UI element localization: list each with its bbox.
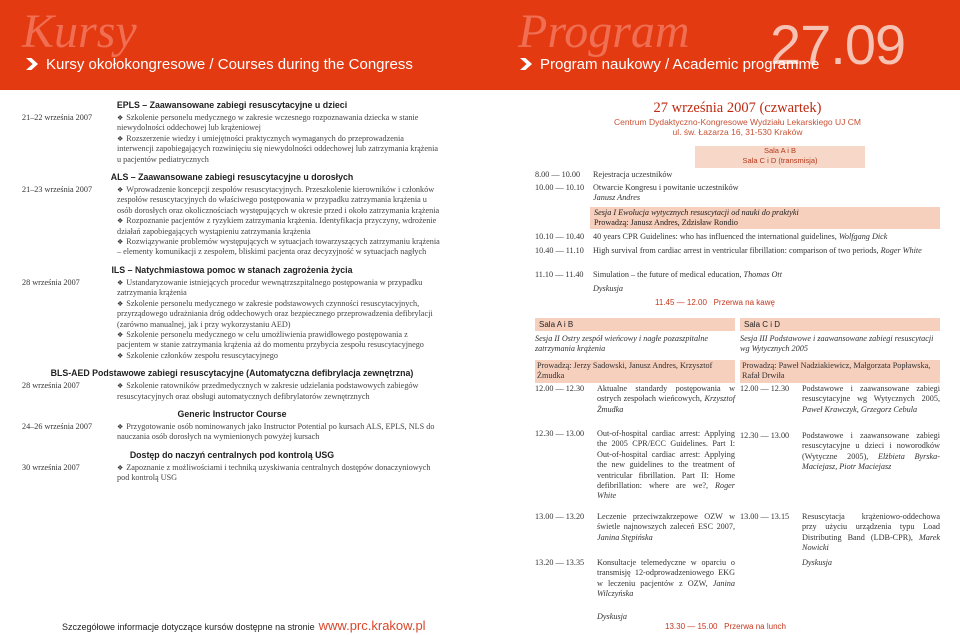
bg-word-kursy: Kursy [22,5,137,58]
address-line: ul. św. Łazarza 16, 31-530 Kraków [672,127,803,137]
coffee-break: 11.45 — 12.00 Przerwa na kawę [655,298,775,307]
section-title: BLS-AED Podstawowe zabiegi resuscytacyjne (Automatyczna defibrylacja zewnętrzna) [50,368,414,379]
header-date: 27.09 [770,13,906,76]
course-section [22,100,442,165]
double-arrow-icon [26,58,38,70]
bullet-icon: ❖ [117,134,124,143]
list-item: 28 września 2007 ❖ Ustandaryzowanie istniejących procedur wewnątrzszpitalnego postępowania w przypadku zatrzymania krążenia [22,277,423,298]
bullet-icon: ❖ [117,382,124,391]
course-section [22,172,442,258]
course-section [22,409,442,443]
header-banner [0,0,960,90]
section-title: EPLS – Zaawansowane zabiegi resuscytacyjne u dzieci [116,100,348,110]
sala-header: Sala C i D [740,318,940,331]
list-item: 21–22 września 2007 ❖ Szkolenie personelu medycznego w zakresie wczesnego rozpoznawania dziecka w stanie niewydolności oddechowej lub krążeniowej [22,113,419,133]
program-column [535,100,940,630]
course-section [22,265,442,361]
program-row: 8.00 — 10.00 Rejestracja uczestników [535,170,673,179]
sala-badge: Sala A i B Sala C i D (transmisja) [695,146,865,168]
session-chairs: Prowadzą: Paweł Nadziakiewicz, Małgorzata Popławska, Rafał Drwiła [740,360,940,383]
double-arrow-icon [520,58,532,70]
session-chairs: Prowadzą: Jerzy Sadowski, Janusz Andres, Krzysztof Żmudka [535,360,735,383]
list-item: ❖ Rozwiązywanie problemów występujących w sytuacjach towarzyszących zatrzymaniu krążenia – elementy komunikacji z zespołem, bliskimi pacjenta oraz decyzyjność w sytuacjach nagłych [117,237,440,257]
program-row: 12.00 — 12.30 Aktualne standardy postępowania w ostrych zespołach wieńcowych, Krzysztof Żmudka [535,384,736,414]
course-section [22,450,442,484]
list-item: ❖ Szkolenie personelu medycznego w zakresie podstawowych czynności resuscytacyjnych, przyrządowego udrażniania dróg oddechowych oraz bezpiecznego przeprowadzenia defibrylacji (zarówno manualnej, jak i przy wykorzystaniu AED) [117,298,433,329]
website-link[interactable]: www.prc.krakow.pl [318,618,426,633]
bullet-icon: ❖ [117,299,124,308]
venue-line: Centrum Dydaktyczno-Kongresowe Wydziału Lekarskiego UJ CM [614,117,861,127]
program-row: 13.00 — 13.15 Resuscytacja krążeniowo-oddechowa przy użyciu urządzenia typu Load Distributing Band (LDB-CPR), Marek Nowicki [740,512,941,553]
list-item: ❖ Rozpoznanie pacjentów z ryzykiem zatrzymania krążenia. Identyfikacja przyczyny, wdrożenie działań zapobiegających wystąpieniu zatrzymania krążenia [117,216,437,236]
list-item: ❖ Szkolenie członków zespołu resuscytacyjnego [117,350,278,360]
program-row: 12.30 — 13.00 Podstawowe i zaawansowane zabiegi resuscytacyjne u dzieci i noworodków (Wytyczne 2005), Elżbieta Byrska-Maciejasz, Piotr Maciejasz [740,431,941,472]
bullet-icon: ❖ [117,330,124,339]
bullet-icon: ❖ [117,422,124,431]
list-item: ❖ Szkolenie personelu medycznego w celu umożliwienia prawidłowego postępowania z pacjentem w stanie zatrzymania krążenia aż do momentu przybycia zespołu resuscytacyjnego [117,329,424,350]
section-title: ALS – Zaawansowane zabiegi resuscytacyjne u dorosłych [110,172,354,183]
day-title: 27 września 2007 (czwartek) [653,100,822,116]
list-item: 21–23 września 2007 ❖ Wprowadzenie koncepcji zespołów resuscytacyjnych. Przeszkolenie kierowników i członków zespołów resuscytacyjnych do właściwego postępowania w przypadku zatrzymania krążenia u osób dorosłych oraz okolicznościach występujących w okresie przed i około zatrzymania krążenia [22,185,440,215]
program-row: 10.40 — 11.10 High survival from cardiac arrest in ventricular fibrillation: comparison of two periods, Roger White [535,246,922,255]
courses-column [22,100,442,491]
program-row: 10.00 — 10.10 Otwarcie Kongresu i powitanie uczestników Janusz Andres [535,183,739,203]
header-title-left: Kursy okołokongresowe / Courses during the Congress [26,56,413,73]
session-title: Sesja II Ostry zespół wieńcowy i nagłe pozaszpitalne zatrzymania krążenia [535,334,709,354]
discussion-label: Dyskusja [802,558,833,567]
program-row: 10.10 — 10.40 40 years CPR Guidelines: who has influenced the international guidelines, Wolfgang Dick [535,232,888,241]
header-title-right: Program naukowy / Academic programme [520,56,819,73]
bullet-icon: ❖ [117,114,124,122]
bg-word-program: Program [518,5,690,58]
discussion-label: Dyskusja [597,612,628,621]
list-item: 28 września 2007 ❖ Szkolenie ratowników przedmedycznych w zakresie udzielania podstawowych zabiegów resuscytacyjnych oraz obsługi automatycznych defibrylatorów zewnętrznych [22,381,419,401]
bullet-icon: ❖ [117,186,124,195]
session-title: Sesja III Podstawowe i zaawansowane zabiegi resuscytacji wg Wytycznych 2005 [740,334,934,354]
lunch-break: 13.30 — 15.00 Przerwa na lunch [665,622,786,631]
section-title: Generic Instructor Course [177,408,287,419]
program-row: 12.00 — 12.30 Podstawowe i zaawansowane zabiegi resuscytacyjne wg Wytycznych 2005, Paweł Krawczyk, Grzegorz Cebula [740,384,940,414]
list-item: 30 września 2007 ❖ Zapoznanie z możliwościami i techniką uzyskiwania centralnych dostępów donaczyniowych pod kontrolą USG [22,462,431,483]
list-item: 24–26 września 2007 ❖ Przygotowanie osób nominowanych jako Instructor Potential po kursach ALS, EPLS, NLS do nauczania osób dorosłych na wymienionych powyżej kursach [22,421,435,442]
course-section [22,368,442,402]
program-row: 13.00 — 13.20 Leczenie przeciwzakrzepowe OZW w świetle najnowszych zaleceń ESC 2007, Janina Stępińska [535,512,735,542]
bullet-icon: ❖ [117,351,124,360]
section-title: ILS – Natychmiastowa pomoc w stanach zagrożenia życia [111,264,353,275]
sala-header: Sala A i B [535,318,735,331]
bullet-icon: ❖ [117,278,124,287]
session-header: Sesja I Ewolucja wytycznych resuscytacji od nauki do praktyki Prowadzą: Janusz Andres, Zdzisław Rondio [590,207,940,229]
program-row: 13.20 — 13.35 Konsultacje telemedyczne w oparciu o transmisję 12-odprowadzeniowego EKG w leczeniu pacjentów z OZW, Janina Wilczyńska [535,558,735,599]
section-title: Dostęp do naczyń centralnych pod kontrolą USG [129,449,335,460]
program-row: Dyskusja [593,284,624,293]
bullet-icon: ❖ [117,217,124,226]
footer-note: Szczegółowe informacje dotyczące kursów dostępne na stronie www.prc.krakow.pl [62,618,426,633]
program-row: 12.30 — 13.00 Out-of-hospital cardiac arrest: Applying the 2005 CPR/ECC Guidelines. Part I: Out-of-hospital cardiac arrest: Applying the new guidelines to the treatment of ventricular fibrillation. Part II: Home defibrillation: where are we?, Roger White [535,429,735,501]
bullet-icon: ❖ [117,238,124,247]
list-item: ❖ Rozszerzenie wiedzy i umiejętności praktycznych wymaganych do przeprowadzenia interwencji zapobiegających rozwinięciu się niewydolności oddechowej lub zatrzymania krążenia u pacjentów pediatrycznych [117,133,438,164]
bullet-icon: ❖ [117,463,124,472]
program-row: 11.10 — 11.40 Simulation – the future of medical education, Thomas Ott [535,270,782,279]
